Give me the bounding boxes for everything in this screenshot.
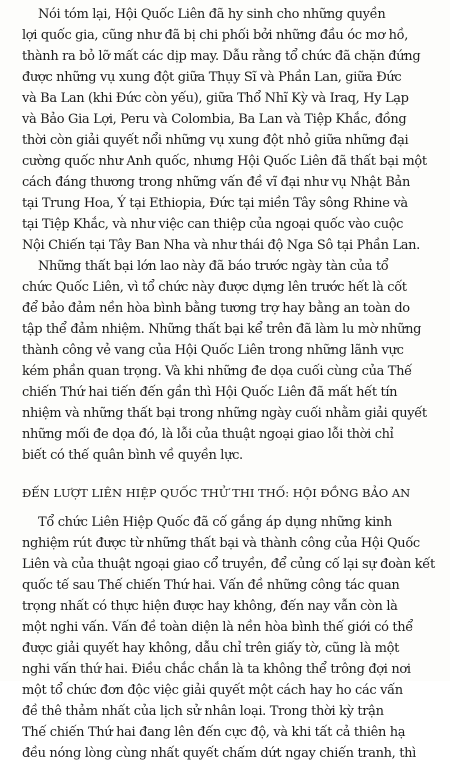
paragraph-3-line: đề thê thảm nhất của lịch sử nhân loại. Trong thời kỳ trận (22, 704, 384, 719)
paragraph-1-line: Nói tóm lại, Hội Quốc Liên đã hy sinh cho những quyền (38, 7, 386, 22)
paragraph-3-line: một nghi vấn. Vấn đề toàn diện là nền hòa bình thế giới có thể (22, 620, 413, 635)
paragraph-2-line: chiến Thứ hai tiến đến gần thì Hội Quốc Liên đã mất hết tín (22, 385, 398, 400)
paragraph-2-line: Những thất bại lớn lao này đã báo trước ngày tàn của tổ (38, 259, 389, 274)
paragraph-1-line: thành ra bỏ lỡ mất các dịp may. Dẫu rằng tổ chức đã chặn đứng (22, 49, 421, 64)
paragraph-3-line: nghi vấn thứ hai. Điều chắc chắn là ta không thể trông đợi nơi (22, 662, 411, 677)
paragraph-2-line: tập thể đảm nhiệm. Những thất bại kể trên đã làm lu mờ những (22, 322, 422, 337)
paragraph-2-line: những mối đe dọa đó, là lỗi của thuật ngoại giao lỗi thời chỉ (22, 427, 394, 442)
paragraph-1-line: tại Trung Hoa, Ý tại Ethiopia, Đức tại miền Tây sông Rhine và (22, 196, 408, 211)
paragraph-1-line: và Ba Lan (khi Đức còn yếu), giữa Thổ Nhĩ Kỳ và Iraq, Hy Lạp (22, 91, 409, 106)
paragraph-2-line: biết có thế quân bình về quyền lực. (22, 448, 243, 463)
paragraph-3-line: được giải quyết hay không, dẫu chỉ trên giấy tờ, cũng là một (22, 641, 399, 656)
paragraph-1-line: thời còn giải quyết nổi những vụ xung đột nhỏ giữa những đại (22, 133, 409, 148)
paragraph-3-line: đều nóng lòng cùng nhất quyết chấm dứt ngay chiến tranh, thì (22, 746, 416, 761)
paragraph-3-line: Liên và của thuật ngoại giao cổ truyền, để củng cố lại sự đoàn kết (22, 557, 435, 572)
paragraph-2-line: chức Quốc Liên, vì tổ chức này được dựng lên trước hết là cốt (22, 280, 407, 295)
paragraph-1-line: Nội Chiến tại Tây Ban Nha và như thái độ Nga Sô tại Phần Lan. (22, 238, 420, 253)
paragraph-3-line: một tổ chức đơn độc việc giải quyết một cách hay ho các vấn (22, 683, 403, 698)
paragraph-2-line: để bảo đảm nền hòa bình bằng tương trợ hay bằng an toàn do (22, 301, 410, 316)
paragraph-1-line: cách đáng thương trong những vấn đề vĩ đại như vụ Nhật Bản (22, 175, 410, 190)
paragraph-2-line: thành công vẻ vang của Hội Quốc Liên trong những lãnh vực (22, 343, 404, 358)
section-heading: ĐẾN LƯỢT LIÊN HIỆP QUỐC THỬ THI THỐ: HỘI ĐỒNG BẢO AN (22, 486, 411, 500)
paragraph-1-line: cường quốc như Anh quốc, nhưng Hội Quốc Liên đã thất bại một (22, 154, 427, 169)
paragraph-1-line: tại Tiệp Khắc, và như việc can thiệp của ngoại quốc vào cuộc (22, 217, 404, 232)
paragraph-1-line: lợi quốc gia, cũng như đã bị chi phối bởi những đầu óc mơ hồ, (22, 28, 409, 43)
paragraph-1-line: và Bảo Gia Lợi, Peru và Colombia, Ba Lan và Tiệp Khắc, đồng (22, 112, 407, 127)
paragraph-3-line: nghiệm rút được từ những thất bại và thành công của Hội Quốc (22, 536, 420, 551)
paragraph-3-line: trọng nhất có thực hiện được hay không, đến nay vẫn còn là (22, 599, 398, 614)
paragraph-1-line: được những vụ xung đột giữa Thụy Sĩ và Phần Lan, giữa Đức (22, 70, 402, 85)
paragraph-3-line: quốc tế sau Thế chiến Thứ hai. Vấn đề những công tác quan (22, 578, 400, 593)
paragraph-2-line: kém phần quan trọng. Và khi những đe dọa cuối cùng của Thế (22, 364, 412, 379)
paragraph-3-line: Thế chiến Thứ hai đang lên đến cực độ, và khi tất cả thiên hạ (22, 725, 406, 740)
paragraph-2-line: nhiệm và những thất bại trong những ngày cuối nhằm giải quyết (22, 406, 427, 421)
paragraph-3-line: Tổ chức Liên Hiệp Quốc đã cố gắng áp dụng những kinh (38, 515, 392, 530)
